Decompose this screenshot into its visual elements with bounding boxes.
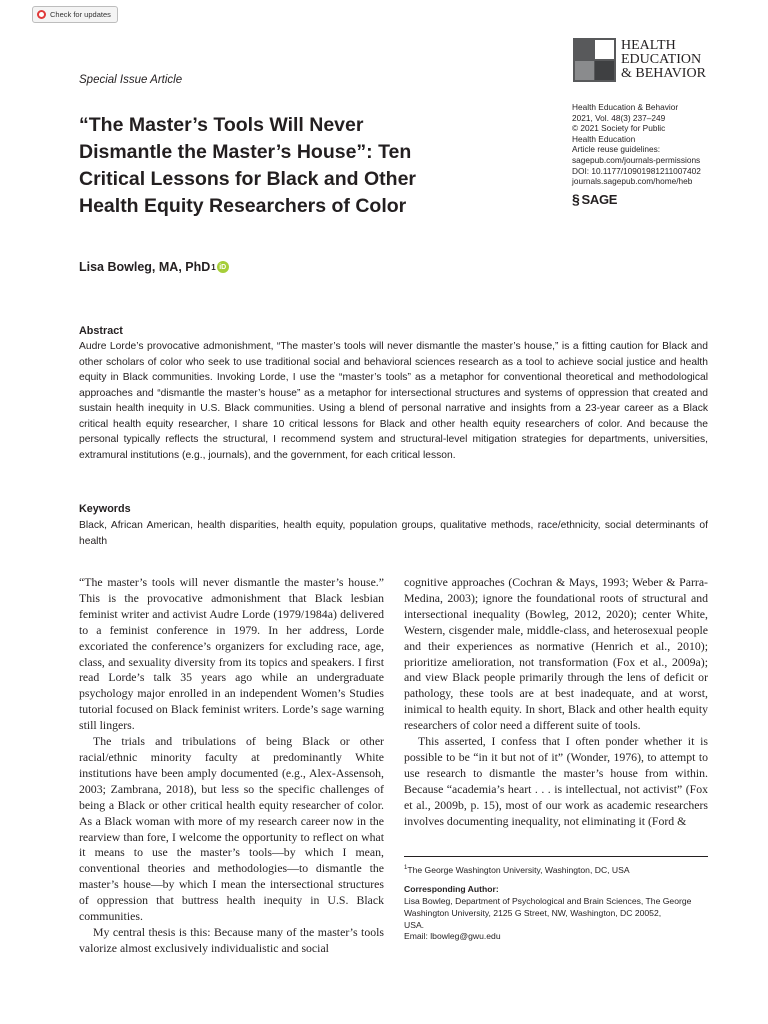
journal-name: Health Education & Behavior	[572, 102, 679, 112]
body-paragraph: This asserted, I confess that I often ponder whether it is possible to be “in it but not of it” (Wonder, 1976), to attempt to use research to dismantle the master’s house from within. Because “academia’s heart . . . is intellectual, not activist” (Fox et al., 2009b, p. 15), most of our work as academic researchers involves documenting inequality, not eliminating it (Ford &	[404, 734, 708, 828]
doi-link[interactable]: DOI: 10.1177/10901981211007402	[572, 165, 701, 176]
check-for-updates-button[interactable]	[32, 6, 118, 23]
affiliation-mark: 1	[211, 262, 216, 272]
journal-home-link[interactable]: journals.sagepub.com/home/heb	[572, 176, 693, 187]
keywords-heading: Keywords	[79, 503, 131, 515]
journal-volume: 2021, Vol. 48(3) 237–249	[572, 112, 666, 123]
title-line: “The Master’s Tools Will Never	[79, 114, 364, 136]
title-line: Health Equity Researchers of Color	[79, 195, 407, 217]
update-icon	[37, 10, 46, 19]
article-title	[79, 112, 479, 220]
abstract-heading: Abstract	[79, 325, 123, 337]
body-paragraph: cognitive approaches (Cochran & Mays, 1993; Weber & Parra-Medina, 2003); ignore the foundational roots of structural and intersectional inequality (Bowleg, 2012, 2020); center White, Western, cisgender male, middle-class, and heterosexual people and their experiences as normative (Henrich et al., 2010); prioritize amelioration, not transformation (Fox et al., 2009a); and view Black people primarily through the lens of deficit or pathology, these tools are at best inadequate, and at worst, inimical to health equity. In short, Black and other health equity researchers of color need a different suite of tools.	[404, 575, 708, 733]
corresponding-author-details	[404, 896, 708, 943]
sage-logo-icon: §	[572, 191, 580, 207]
journal-logo	[573, 38, 706, 82]
title-line: Dismantle the Master’s House”: Ten	[79, 141, 412, 163]
abstract-text: Audre Lorde’s provocative admonishment, “The master’s tools will never dismantle the master’s house,” is a fitting caution for Black and other scholars of color who seek to use traditional social and behavioral sciences research as a tool to achieve social justice and health equity in Black communities. Invoking Lorde, I use the “master’s tools” as a metaphor for conventional theoretical and methodological approaches and “dismantle the master’s house” as a metaphor for intersectional structures and systems of oppression that created and sustain health inequity in U.S. Black communities. Using a blend of personal narrative and insights from a 23-year career as a Black critical health equity researcher, I share 10 critical lessons for Black and other health equity researchers of color. And because the personal typically reflects the structural, I recommend system and structural-level mitigation strategies for departments, universities, extramural institutions (e.g., journals), and the government, for each critical lesson.	[79, 341, 708, 461]
body-column-left	[79, 575, 384, 957]
body-paragraph: My central thesis is this: Because many of the master’s tools valorize almost exclusively individualistic and social	[79, 924, 384, 955]
corresponding-line: USA.	[404, 919, 425, 930]
author-name: Lisa Bowleg, MA, PhD	[79, 260, 211, 274]
keywords-text: Black, African American, health disparities, health equity, population groups, qualitative methods, race/ethnicity, social determinants of health	[79, 520, 708, 547]
footnote-mark: 1	[404, 865, 408, 871]
corresponding-author-heading: Corresponding Author:	[404, 884, 499, 894]
author-line	[79, 260, 229, 274]
body-column-right	[404, 575, 708, 830]
permissions-link[interactable]: sagepub.com/journals-permissions	[572, 154, 701, 165]
body-paragraph: “The master’s tools will never dismantle the master’s house.” This is the provocative admonishment that Black lesbian feminist writer and activist Audre Lorde (1979/1984a) delivered to a feminist conference in 1979. In her address, Lorde excoriated the conference’s organizers for excluding race, age, class, and sexuality diversity from its topics and speakers. I first read Lorde’s talk 35 years ago while an undergraduate psychology major enrolled in an independent Women’s Studies tutorial focused on Black feminist writers. Lorde’s sage warning still lingers.	[79, 575, 384, 733]
corresponding-line: Lisa Bowleg, Department of Psychological and Brain Sciences, The George	[404, 896, 692, 906]
body-paragraph: The trials and tribulations of being Black or other racial/ethnic minority faculty at predominantly White institutions have been amply documented (e.g., Alex-Assensoh, 2003; Zambrana, 2018), but less so the specific challenges of being a Black or other critical health equity researcher of color. As a Black woman with more of my research career now in the rearview than fore, I welcome the opportunity to reflect on what it means to use the master’s tools—by which I mean, conventional theories and methodologies—to dismantle the master’s house—by which I mean the intersectional structures of oppression that buttress health inequity in U.S. Black communities.	[79, 734, 384, 924]
publisher-name: SAGE	[581, 191, 618, 207]
journal-logo-mark	[573, 38, 616, 82]
journal-info	[572, 102, 701, 187]
reuse-label: Article reuse guidelines:	[572, 144, 661, 155]
journal-logo-wordmark: HEALTH EDUCATION & BEHAVIOR	[621, 38, 706, 81]
article-type: Special Issue Article	[79, 74, 183, 86]
affiliation-footnote	[404, 863, 630, 876]
corresponding-email[interactable]: Email: lbowleg@gwu.edu	[404, 931, 501, 942]
check-for-updates-label: Check for updates	[50, 10, 111, 19]
publisher-logo	[572, 191, 617, 207]
title-line: Critical Lessons for Black and Other	[79, 168, 417, 190]
orcid-icon[interactable]: iD	[217, 261, 229, 273]
affiliation-text: The George Washington University, Washington, DC, USA	[407, 864, 630, 875]
corresponding-line: Washington University, 2125 G Street, NW, Washington, DC 20052,	[404, 907, 662, 918]
copyright-line: Health Education	[572, 133, 636, 144]
footnote-divider	[404, 856, 708, 857]
copyright-line: © 2021 Society for Public	[572, 123, 666, 134]
